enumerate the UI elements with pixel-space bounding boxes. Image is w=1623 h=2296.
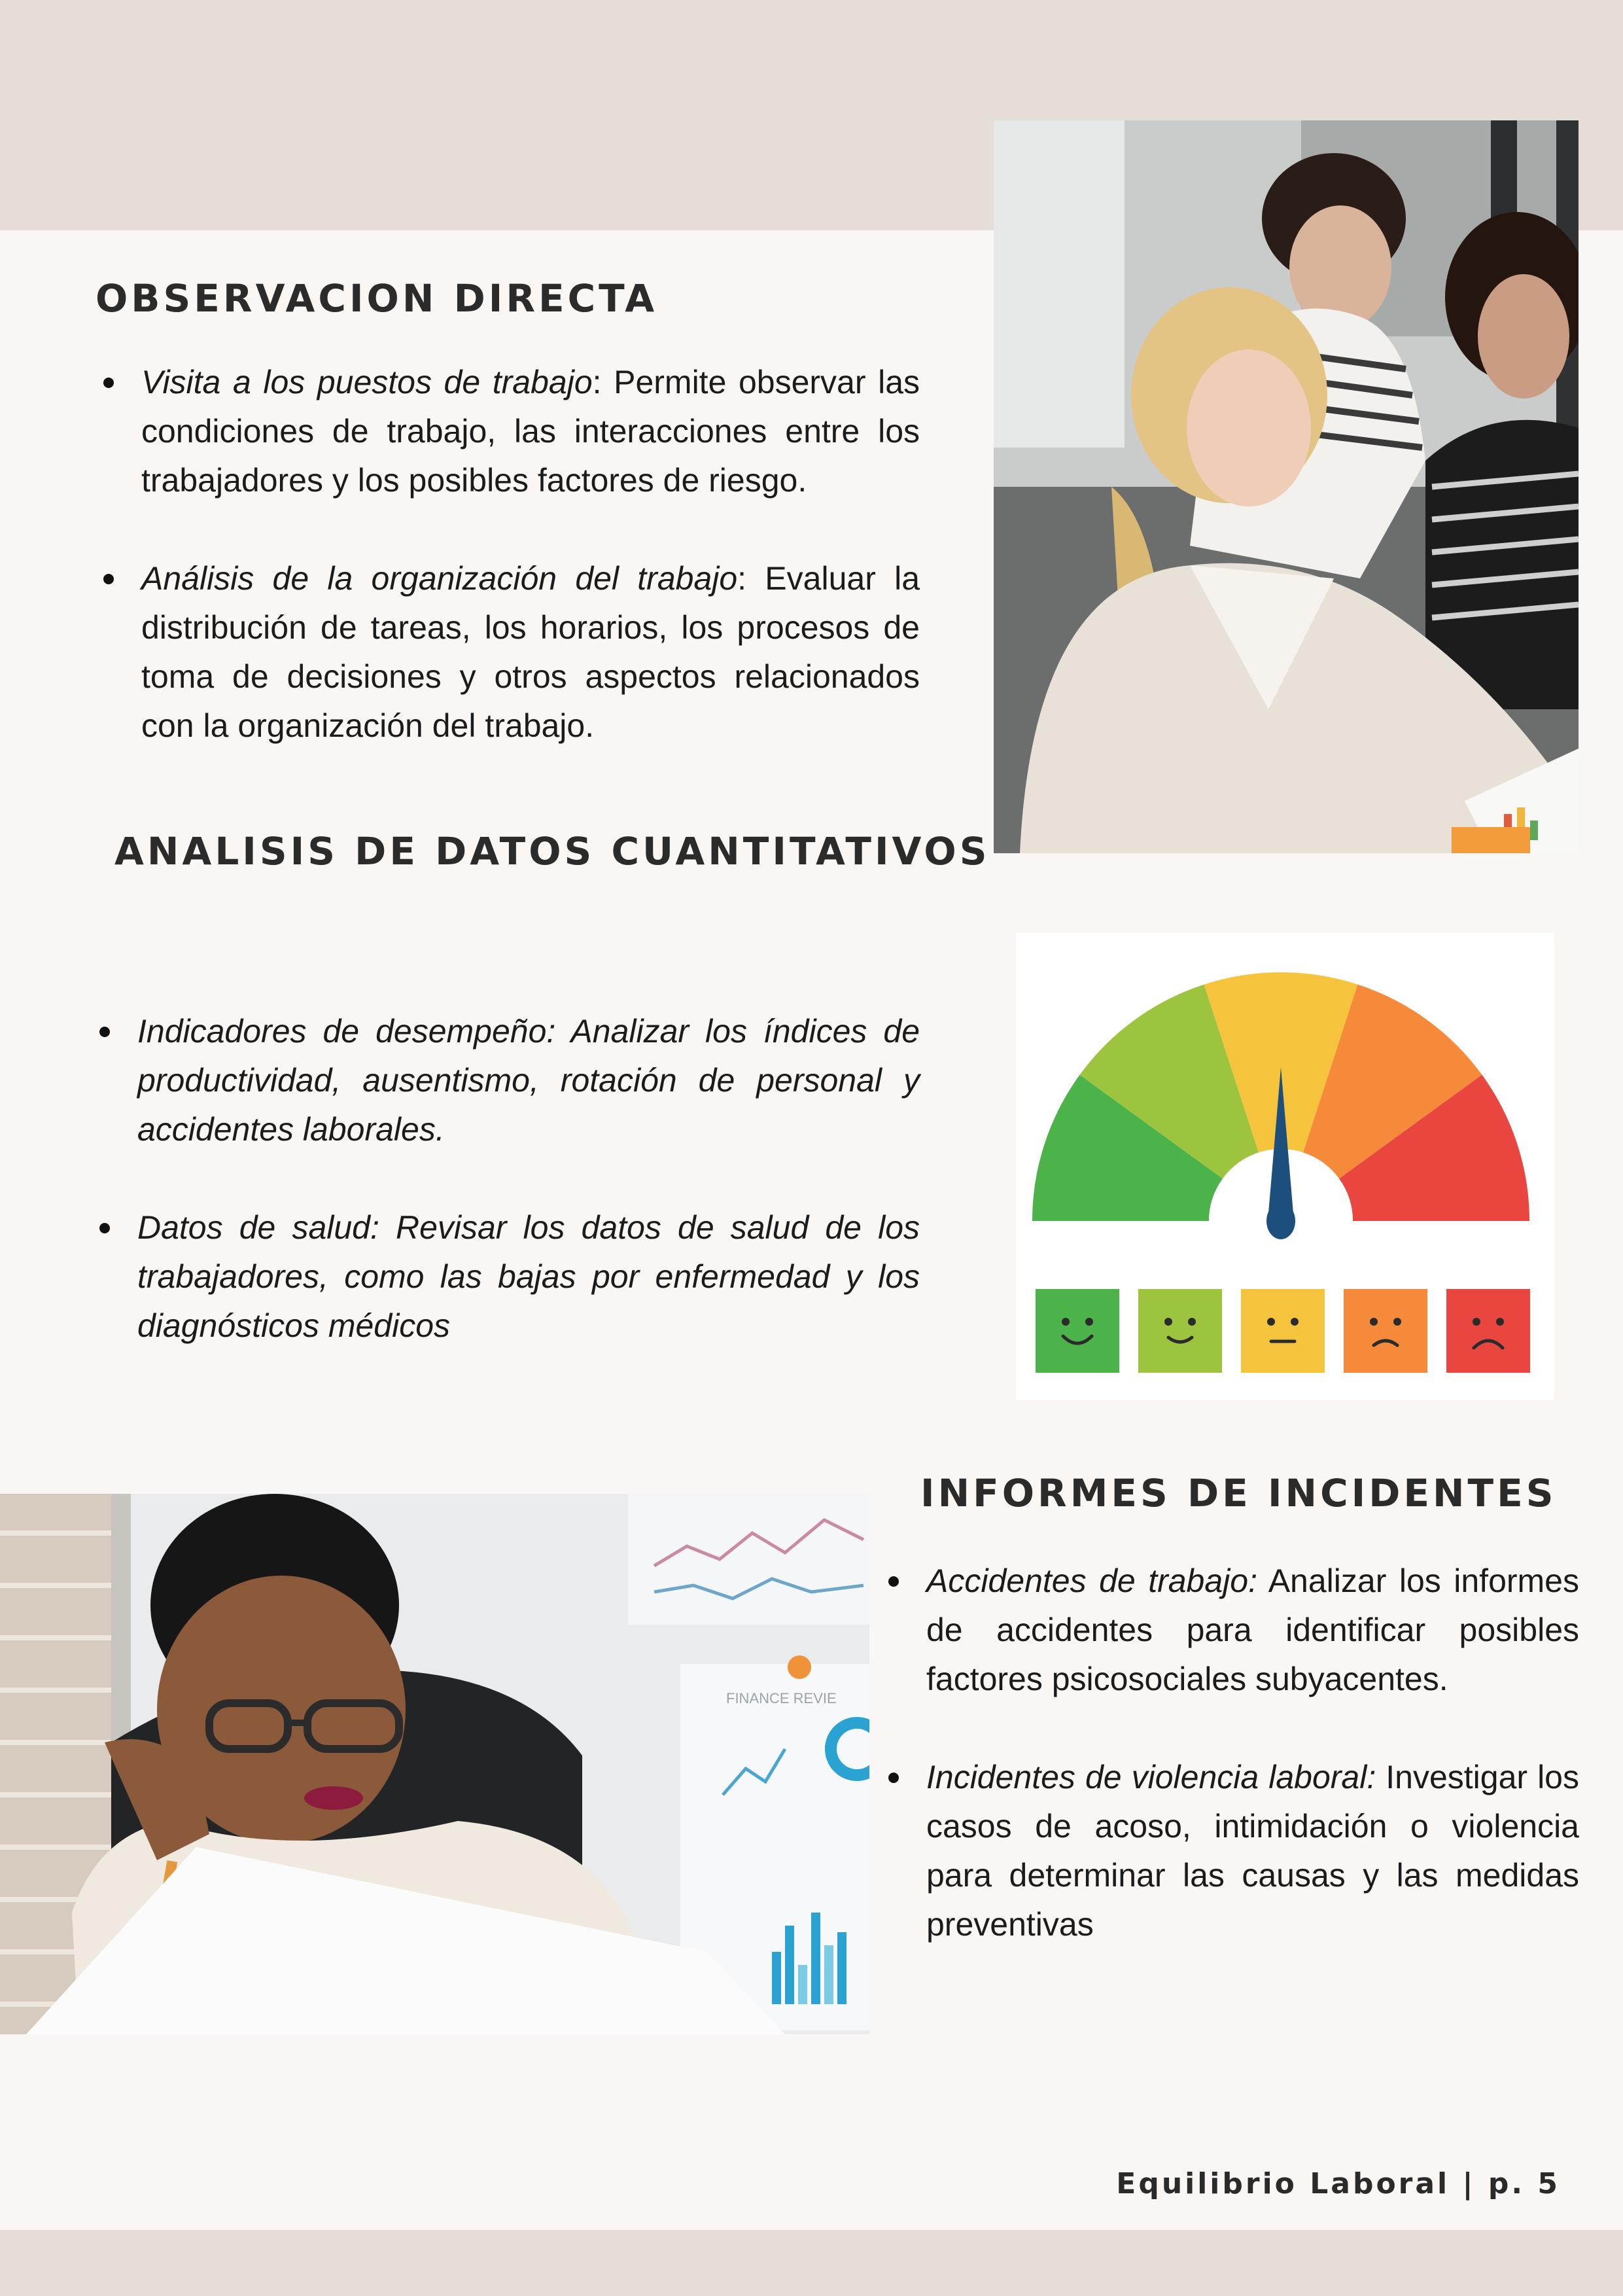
item-text: Analizar los informes de accidentes para identificar posibles factores psicosociales subyacentes. xyxy=(926,1563,1579,1697)
photo-woman-reviewing xyxy=(0,1494,869,2034)
finance-card-caption: FINANCE REVIE xyxy=(726,1690,837,1706)
neutral-face-icon xyxy=(1241,1289,1325,1373)
list-item xyxy=(881,1557,1579,1704)
gauge-image xyxy=(1016,933,1554,1400)
list-item xyxy=(92,1203,920,1351)
item-term: Análisis de la organización del trabajo xyxy=(141,560,738,597)
item-term: Incidentes de violencia laboral: xyxy=(926,1759,1376,1795)
smile-face-icon xyxy=(1138,1289,1222,1373)
analisis-list xyxy=(92,1007,920,1351)
item-term: Accidentes de trabajo: xyxy=(926,1563,1257,1599)
observacion-list xyxy=(96,358,920,751)
list-item xyxy=(96,358,920,505)
item-text: Revisar los datos de salud de los trabajadores, como las bajas por enfermedad y los diagnósticos médicos xyxy=(137,1209,920,1344)
sad-face-icon xyxy=(1446,1289,1530,1373)
item-text: Investigar los casos de acoso, intimidación o violencia para determinar las causas y las medidas preventivas xyxy=(926,1759,1579,1943)
item-term: Datos de salud: xyxy=(137,1209,379,1246)
heading-informes-incidentes: INFORMES DE INCIDENTES xyxy=(920,1471,1557,1515)
item-term: Visita a los puestos de trabajo xyxy=(141,364,593,400)
bottom-band xyxy=(0,2230,1623,2296)
unhappy-face-icon xyxy=(1344,1289,1427,1373)
happy-face-icon xyxy=(1036,1289,1119,1373)
satisfaction-gauge xyxy=(1016,933,1554,1400)
list-item xyxy=(881,1753,1579,1949)
item-text: Analizar los índices de productividad, ausentismo, rotación de personal y accidentes laborales. xyxy=(137,1013,920,1148)
informes-list xyxy=(881,1557,1579,1949)
photo-women-working xyxy=(994,120,1579,853)
heading-analisis-datos: ANALISIS DE DATOS CUANTITATIVOS xyxy=(114,829,990,874)
heading-observacion-directa: OBSERVACION DIRECTA xyxy=(96,276,658,321)
item-text: : Permite observar las condiciones de trabajo, las interacciones entre los trabajadores y los posibles factores de riesgo. xyxy=(141,364,920,499)
footer-page-label: Equilibrio Laboral | p. 5 xyxy=(1116,2167,1560,2200)
list-item xyxy=(96,554,920,751)
item-term: Indicadores de desempeño: xyxy=(137,1013,556,1050)
photo-woman-reviewing-illustration xyxy=(0,1494,869,2034)
photo-women-working-illustration xyxy=(994,120,1579,853)
list-item xyxy=(92,1007,920,1154)
item-text: : Evaluar la distribución de tareas, los horarios, los procesos de toma de decisiones y otros aspectos relacionados con la organización del trabajo. xyxy=(141,560,920,744)
